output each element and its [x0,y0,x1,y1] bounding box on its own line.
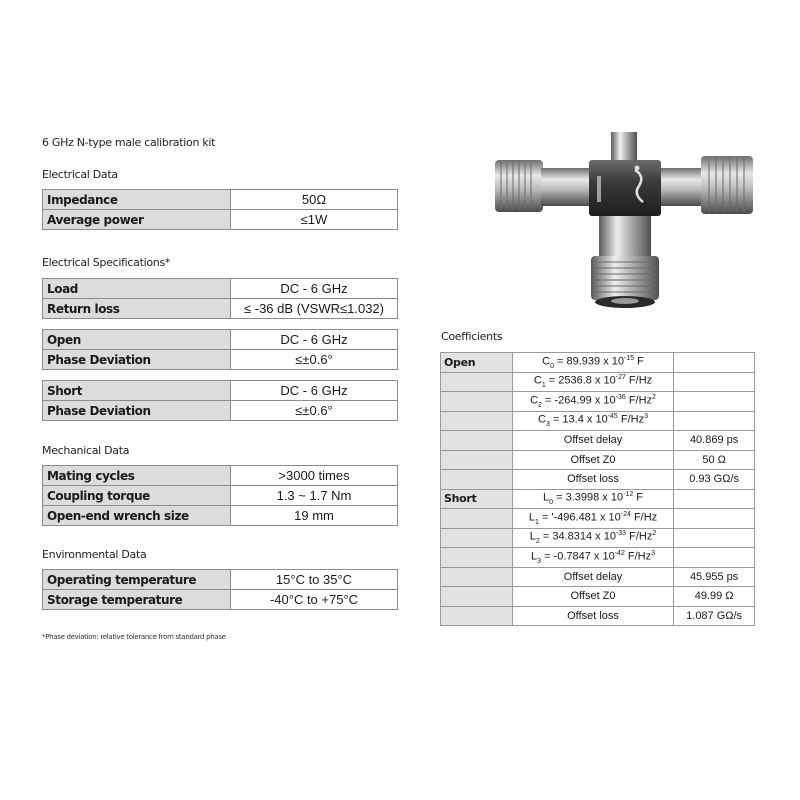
row-label: Short [43,381,231,401]
table-row [441,450,755,470]
row-value: 50Ω [231,190,398,210]
table-row [43,210,398,230]
coefficient-c3: $C_3 = 13.4$ x $10^{-45}$ F/Hz$^3$ [512,411,673,431]
coefficients-heading: Coefficients [441,330,503,343]
short-group-label: Short [441,489,513,509]
row-label: Load [43,279,231,299]
table-row [441,470,755,490]
coefficient-l3: $L_3 = -0.7847$ x $10^{-42}$ F/Hz$^3$ [512,548,673,568]
table-row [43,570,398,590]
table-row [43,350,398,370]
row-value: >3000 times [231,466,398,486]
row-label: Storage temperature [43,590,231,610]
row-label: Coupling torque [43,486,231,506]
coefficient-l2: $L_2 = 34.8314$ x $10^{-33}$ F/Hz$^2$ [512,528,673,548]
row-label: Operating temperature [43,570,231,590]
table-row [43,486,398,506]
offset-loss-label: Offset loss [512,470,673,490]
table-row [441,509,755,529]
coefficient-l1: $L_1$ = '-496.481 x $10^{-24}$ F/Hz [512,509,673,529]
table-row [441,489,755,509]
page-title: 6 GHz N-type male calibration kit [42,136,216,149]
row-value: ≤1W [231,210,398,230]
offset-z0-value: 49.99 Ω [674,587,755,607]
coefficient-c2: $C_2 = -264.99$ x $10^{-36}$ F/Hz$^2$ [512,392,673,412]
row-value: DC - 6 GHz [231,381,398,401]
row-label: Phase Deviation [43,350,231,370]
row-label: Mating cycles [43,466,231,486]
mechanical-data-heading: Mechanical Data [42,444,130,457]
table-row [441,353,755,373]
row-value: -40°C to +75°C [231,590,398,610]
table-row [43,299,398,319]
offset-z0-label: Offset Z0 [512,450,673,470]
row-value: ≤ -36 dB (VSWR≤1.032) [231,299,398,319]
row-value: 19 mm [231,506,398,526]
offset-loss-value: 0.93 GΩ/s [674,470,755,490]
table-row [441,587,755,607]
row-value: DC - 6 GHz [231,279,398,299]
row-label: Phase Deviation [43,401,231,421]
row-value: 15°C to 35°C [231,570,398,590]
table-row [441,411,755,431]
offset-delay-value: 45.955 ps [674,567,755,587]
electrical-data-table [42,189,398,230]
table-row [441,606,755,626]
table-row [43,401,398,421]
offset-delay-value: 40.869 ps [674,431,755,451]
row-value: ≤±0.6° [231,350,398,370]
load-spec-table [42,278,398,319]
row-label: Average power [43,210,231,230]
open-spec-table [42,329,398,370]
offset-z0-label: Offset Z0 [512,587,673,607]
table-row [441,431,755,451]
short-spec-table [42,380,398,421]
offset-delay-label: Offset delay [512,431,673,451]
table-row [43,279,398,299]
coefficient-l0: $L_0 = 3.3998$ x $10^{-12}$ F [512,489,673,509]
table-row [43,506,398,526]
offset-z0-value: 50 Ω [674,450,755,470]
table-row [43,190,398,210]
row-label: Open [43,330,231,350]
environmental-data-heading: Environmental Data [42,548,147,561]
row-value: ≤±0.6° [231,401,398,421]
environmental-data-table [42,569,398,610]
coefficient-c1: $C_1 = 2536.8$ x $10^{-27}$ F/Hz [512,372,673,392]
row-label: Return loss [43,299,231,319]
table-row [441,567,755,587]
table-row [441,372,755,392]
n-type-tee-connector-photo [485,110,775,325]
table-row [43,381,398,401]
table-row [43,466,398,486]
mechanical-data-table [42,465,398,526]
offset-delay-label: Offset delay [512,567,673,587]
open-group-label: Open [441,353,513,373]
table-row [441,528,755,548]
offset-loss-value: 1.087 GΩ/s [674,606,755,626]
row-value: DC - 6 GHz [231,330,398,350]
coefficient-c0: $C_0 = 89.939$ x $10^{-15}$ F [512,353,673,373]
offset-loss-label: Offset loss [512,606,673,626]
row-label: Open-end wrench size [43,506,231,526]
electrical-data-heading: Electrical Data [42,168,118,181]
coefficients-table [440,352,755,626]
row-value: 1.3 ~ 1.7 Nm [231,486,398,506]
electrical-specs-heading: Electrical Specifications* [42,256,171,269]
table-row [43,330,398,350]
row-label: Impedance [43,190,231,210]
footnote: *Phase deviation: relative tolerance from standard phase [42,633,226,641]
table-row [43,590,398,610]
table-row [441,548,755,568]
table-row [441,392,755,412]
